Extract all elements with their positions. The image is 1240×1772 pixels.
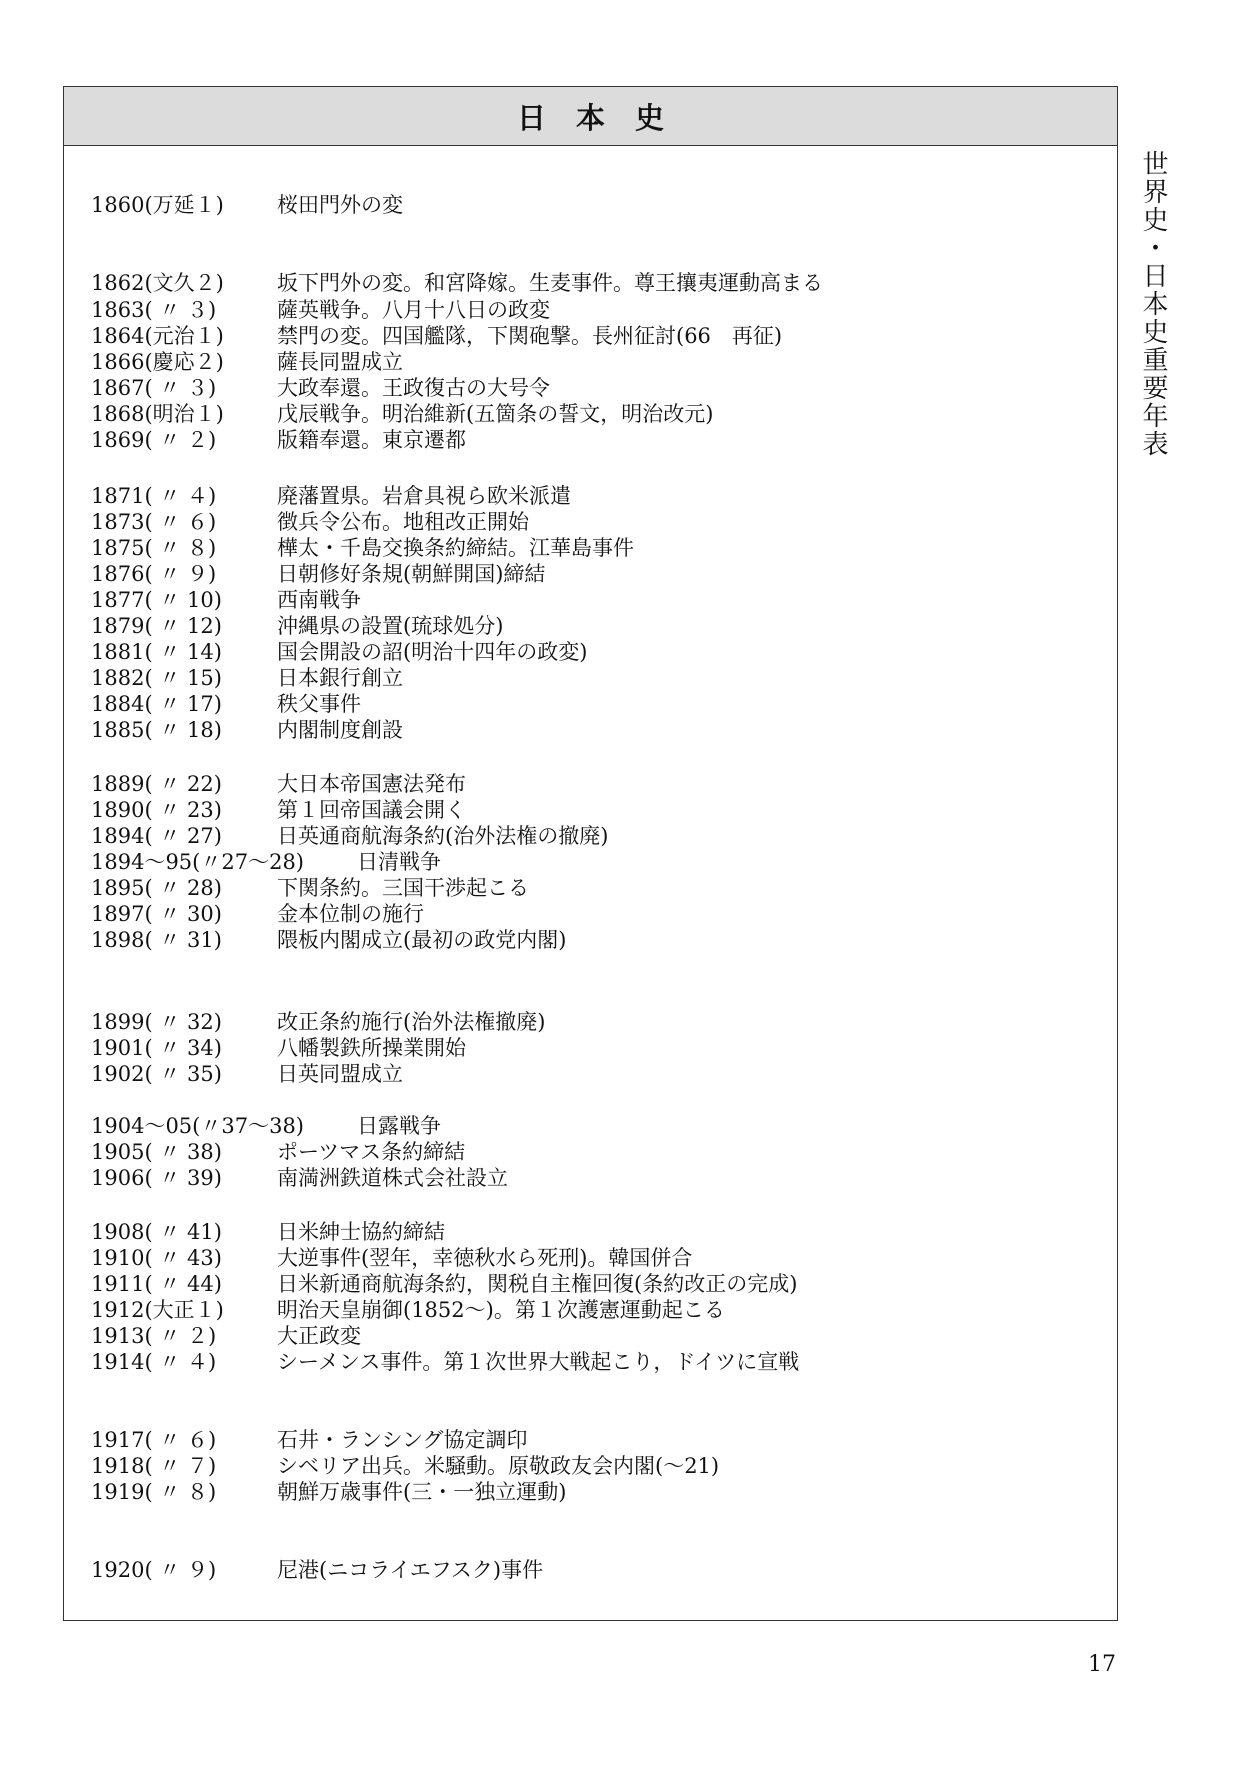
timeline-event: 石井・ランシング協定調印 bbox=[277, 1428, 528, 1452]
timeline-row bbox=[91, 349, 403, 375]
timeline-event: 沖縄県の設置(琉球処分) bbox=[277, 614, 504, 638]
timeline-event: 日米紳士協約締結 bbox=[277, 1220, 445, 1244]
timeline-row bbox=[91, 1139, 465, 1165]
timeline-year: 1867( 〃 ３) bbox=[91, 376, 217, 400]
timeline-year: 1917( 〃 ６) bbox=[91, 1428, 217, 1452]
timeline-event: ポーツマス条約締結 bbox=[277, 1140, 466, 1164]
timeline-row bbox=[91, 297, 550, 323]
timeline-event: 薩長同盟成立 bbox=[277, 350, 403, 374]
timeline-year: 1894( 〃 27) bbox=[91, 824, 222, 848]
timeline-row bbox=[91, 849, 441, 875]
timeline-event: 改正条約施行(治外法権撤廃) bbox=[277, 1010, 546, 1034]
timeline-row bbox=[91, 270, 823, 296]
timeline-year: 1860(万延１) bbox=[91, 193, 224, 217]
timeline-event: 廃藩置県。岩倉具視ら欧米派遣 bbox=[277, 484, 571, 508]
timeline-event: 禁門の変。四国艦隊，下関砲撃。長州征討(66 再征) bbox=[277, 324, 783, 348]
timeline-row bbox=[91, 927, 566, 953]
timeline-event: 大日本帝国憲法発布 bbox=[277, 772, 466, 796]
timeline-year: 1873( 〃 ６) bbox=[91, 510, 217, 534]
timeline-frame bbox=[63, 86, 1118, 1621]
timeline-event: 坂下門外の変。和宮降嫁。生麦事件。尊王攘夷運動高まる bbox=[277, 271, 823, 295]
timeline-row bbox=[91, 1009, 545, 1035]
timeline-event: 大政奉還。王政復古の大号令 bbox=[277, 376, 550, 400]
timeline-row bbox=[91, 1323, 361, 1349]
timeline-row bbox=[91, 613, 503, 639]
timeline-event: 八幡製鉄所操業開始 bbox=[277, 1036, 466, 1060]
timeline-row bbox=[91, 1557, 543, 1583]
timeline-row bbox=[91, 1219, 445, 1245]
timeline-year: 1869( 〃 ２) bbox=[91, 428, 217, 452]
timeline-row bbox=[91, 901, 424, 927]
timeline-row bbox=[91, 691, 361, 717]
timeline-year: 1895( 〃 28) bbox=[91, 876, 222, 900]
timeline-year: 1862(文久２) bbox=[91, 271, 224, 295]
timeline-year: 1901( 〃 34) bbox=[91, 1036, 222, 1060]
timeline-row bbox=[91, 1035, 466, 1061]
timeline-year: 1899( 〃 32) bbox=[91, 1010, 222, 1034]
timeline-event: 日本銀行創立 bbox=[277, 666, 403, 690]
timeline-row bbox=[91, 1245, 692, 1271]
timeline-year: 1894〜95(〃27〜28) bbox=[91, 850, 304, 874]
timeline-event: 秩父事件 bbox=[277, 692, 361, 716]
timeline-event: 樺太・千島交換条約締結。江華島事件 bbox=[277, 536, 634, 560]
timeline-row bbox=[91, 1349, 799, 1375]
timeline-row bbox=[91, 1165, 508, 1191]
page-title: 日本史 bbox=[516, 100, 694, 135]
timeline-year: 1920( 〃 ９) bbox=[91, 1558, 217, 1582]
header-bar bbox=[64, 87, 1117, 146]
timeline-row bbox=[91, 587, 361, 613]
timeline-year: 1905( 〃 38) bbox=[91, 1140, 222, 1164]
timeline-row bbox=[91, 483, 571, 509]
timeline-row bbox=[91, 797, 466, 823]
timeline-event: 日朝修好条規(朝鮮開国)締結 bbox=[277, 562, 546, 586]
timeline-row bbox=[91, 1427, 528, 1453]
side-title: 世界史・日本史重要年表 bbox=[1138, 150, 1168, 458]
timeline-event: シベリア出兵。米騒動。原敬政友会内閣(〜21) bbox=[277, 1454, 720, 1478]
timeline-event: 南満洲鉄道株式会社設立 bbox=[277, 1166, 508, 1190]
timeline-year: 1910( 〃 43) bbox=[91, 1246, 222, 1270]
timeline-event: 尼港(ニコライエフスク)事件 bbox=[277, 1558, 544, 1582]
timeline-year: 1889( 〃 22) bbox=[91, 772, 222, 796]
timeline-row bbox=[91, 771, 466, 797]
timeline-year: 1875( 〃 ８) bbox=[91, 536, 217, 560]
timeline-year: 1918( 〃 ７) bbox=[91, 1454, 217, 1478]
timeline-row bbox=[91, 509, 529, 535]
timeline-event: 版籍奉還。東京遷都 bbox=[277, 428, 466, 452]
timeline-year: 1906( 〃 39) bbox=[91, 1166, 222, 1190]
timeline-row bbox=[91, 561, 545, 587]
timeline-year: 1863( 〃 ３) bbox=[91, 298, 217, 322]
timeline-event: 第１回帝国議会開く bbox=[277, 798, 466, 822]
timeline-row bbox=[91, 665, 403, 691]
timeline-year: 1871( 〃 ４) bbox=[91, 484, 217, 508]
timeline-year: 1902( 〃 35) bbox=[91, 1062, 222, 1086]
timeline-year: 1879( 〃 12) bbox=[91, 614, 222, 638]
timeline-row bbox=[91, 427, 466, 453]
timeline-year: 1904〜05(〃37〜38) bbox=[91, 1114, 304, 1138]
timeline-event: 戊辰戦争。明治維新(五箇条の誓文，明治改元) bbox=[277, 402, 714, 426]
timeline-year: 1897( 〃 30) bbox=[91, 902, 222, 926]
timeline-row bbox=[91, 1271, 797, 1297]
timeline-event: 日清戦争 bbox=[357, 850, 441, 874]
timeline-event: 朝鮮万歳事件(三・一独立運動) bbox=[277, 1480, 567, 1504]
timeline-year: 1919( 〃 ８) bbox=[91, 1480, 217, 1504]
timeline-year: 1877( 〃 10) bbox=[91, 588, 222, 612]
timeline-event: 内閣制度創設 bbox=[277, 718, 403, 742]
timeline-row bbox=[91, 1061, 403, 1087]
timeline-year: 1912(大正１) bbox=[91, 1298, 224, 1322]
timeline-row bbox=[91, 1297, 725, 1323]
timeline-event: 下関条約。三国干渉起こる bbox=[277, 876, 529, 900]
timeline-event: 明治天皇崩御(1852〜)。第１次護憲運動起こる bbox=[277, 1298, 725, 1322]
timeline-year: 1881( 〃 14) bbox=[91, 640, 222, 664]
timeline-row bbox=[91, 1113, 441, 1139]
timeline-row bbox=[91, 875, 529, 901]
timeline-row bbox=[91, 717, 403, 743]
timeline-event: 日英同盟成立 bbox=[277, 1062, 403, 1086]
timeline-year: 1868(明治１) bbox=[91, 402, 224, 426]
timeline-year: 1913( 〃 ２) bbox=[91, 1324, 217, 1348]
timeline-year: 1911( 〃 44) bbox=[91, 1272, 222, 1296]
timeline-event: 日露戦争 bbox=[357, 1114, 441, 1138]
timeline-row bbox=[91, 375, 550, 401]
timeline-event: 国会開設の詔(明治十四年の政変) bbox=[277, 640, 588, 664]
timeline-event: 西南戦争 bbox=[277, 588, 361, 612]
timeline-event: 金本位制の施行 bbox=[277, 902, 424, 926]
timeline-event: 徴兵令公布。地租改正開始 bbox=[277, 510, 529, 534]
timeline-row bbox=[91, 401, 713, 427]
timeline-event: 桜田門外の変 bbox=[277, 193, 403, 217]
timeline-year: 1908( 〃 41) bbox=[91, 1220, 222, 1244]
timeline-event: 日英通商航海条約(治外法権の撤廃) bbox=[277, 824, 609, 848]
timeline-year: 1890( 〃 23) bbox=[91, 798, 222, 822]
timeline-year: 1876( 〃 ９) bbox=[91, 562, 217, 586]
timeline-event: 薩英戦争。八月十八日の政変 bbox=[277, 298, 550, 322]
timeline-row bbox=[91, 639, 587, 665]
timeline-event: 大逆事件(翌年，幸徳秋水ら死刑)。韓国併合 bbox=[277, 1246, 693, 1270]
timeline-year: 1882( 〃 15) bbox=[91, 666, 222, 690]
page-number: 17 bbox=[1088, 1652, 1116, 1677]
timeline-year: 1864(元治１) bbox=[91, 324, 224, 348]
timeline-row bbox=[91, 192, 403, 218]
timeline-row bbox=[91, 1453, 719, 1479]
timeline-row bbox=[91, 535, 634, 561]
timeline-row bbox=[91, 1479, 566, 1505]
timeline-year: 1866(慶応２) bbox=[91, 350, 224, 374]
timeline-year: 1885( 〃 18) bbox=[91, 718, 222, 742]
timeline-event: 日米新通商航海条約，関税自主権回復(条約改正の完成) bbox=[277, 1272, 798, 1296]
timeline-year: 1914( 〃 ４) bbox=[91, 1350, 217, 1374]
timeline-event: 隈板内閣成立(最初の政党内閣) bbox=[277, 928, 567, 952]
timeline-event: シーメンス事件。第１次世界大戦起こり，ドイツに宣戦 bbox=[277, 1350, 800, 1374]
timeline-row bbox=[91, 823, 608, 849]
timeline-event: 大正政変 bbox=[277, 1324, 361, 1348]
timeline-row bbox=[91, 323, 782, 349]
timeline-year: 1898( 〃 31) bbox=[91, 928, 222, 952]
timeline-year: 1884( 〃 17) bbox=[91, 692, 222, 716]
